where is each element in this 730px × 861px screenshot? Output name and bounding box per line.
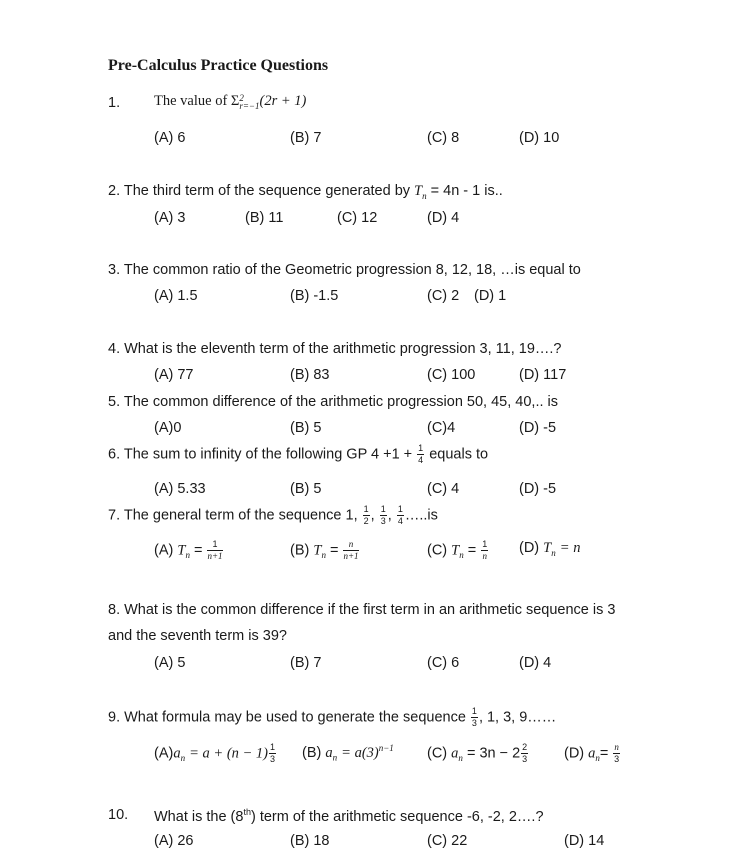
q6-option-a[interactable]: (A) 5.33 bbox=[154, 481, 206, 497]
q8-option-b[interactable]: (B) 7 bbox=[290, 655, 322, 671]
q1-option-d[interactable]: (D) 10 bbox=[519, 130, 560, 146]
q10-option-b[interactable]: (B) 18 bbox=[290, 833, 330, 849]
q7-option-b[interactable]: (B) $T_n$ = $\frac{n}{n+1}$ bbox=[290, 539, 359, 561]
q1-option-a[interactable]: (A) 6 bbox=[154, 130, 186, 146]
q10-question: What is the (8th) term of the arithmetic sequence -6, -2, 2….? bbox=[154, 807, 544, 825]
q9-text-a: 9. What formula may be used to generate the sequence bbox=[108, 709, 466, 726]
q2-var: T bbox=[414, 183, 423, 199]
q6-option-d[interactable]: (D) -5 bbox=[519, 481, 557, 497]
q1-option-b[interactable]: (B) 7 bbox=[290, 130, 322, 146]
q1-text: The value of bbox=[154, 93, 228, 109]
page-title: Pre-Calculus Practice Questions bbox=[108, 57, 329, 74]
q4-option-c[interactable]: (C) 100 bbox=[427, 367, 476, 383]
q9-option-d[interactable]: (D) $a_n=$ $\frac{n}{3}$ bbox=[564, 742, 620, 764]
q1-lower: r=−1 bbox=[239, 100, 260, 111]
q5-question: 5. The common difference of the arithmetic progression 50, 45, 40,.. is bbox=[108, 394, 559, 410]
q6-fraction: $\frac{1}{4}$ bbox=[418, 443, 424, 465]
q7-text-b: …..is bbox=[404, 507, 438, 524]
q7-frac-2: $\frac{1}{3}$ bbox=[380, 504, 386, 526]
q2-option-a[interactable]: (A) 3 bbox=[154, 210, 186, 226]
q9-option-b[interactable]: (B) $a_n = a(3)^{n-1}$ bbox=[302, 743, 394, 763]
q3-question: 3. The common ratio of the Geometric progression 8, 12, 18, …is equal to bbox=[108, 262, 581, 278]
q7-text-a: 7. The general term of the sequence 1, bbox=[108, 507, 358, 524]
q5-option-a[interactable]: (A)0 bbox=[154, 420, 182, 436]
q5-option-c[interactable]: (C)4 bbox=[427, 420, 456, 436]
q9-option-c[interactable]: (C) $a_n = 3n - 2$ $\frac{2}{3}$ bbox=[427, 742, 528, 764]
q1-body: (2r + 1) bbox=[259, 93, 307, 109]
q2-option-b[interactable]: (B) 11 bbox=[245, 210, 284, 226]
q7-option-d[interactable]: (D) $T_n = n$ bbox=[519, 540, 581, 558]
q2-sub: n bbox=[422, 190, 427, 201]
q2-option-c[interactable]: (C) 12 bbox=[337, 210, 378, 226]
q1-question bbox=[154, 93, 306, 110]
q1-option-c[interactable]: (C) 8 bbox=[427, 130, 460, 146]
q2-text-b: = 4n - 1 is.. bbox=[430, 183, 503, 199]
q8-option-a[interactable]: (A) 5 bbox=[154, 655, 186, 671]
q6-question bbox=[108, 444, 488, 465]
q2-text-a: 2. The third term of the sequence generated by bbox=[108, 183, 411, 199]
q7-frac-1: $\frac{1}{2}$ bbox=[363, 504, 369, 526]
q6-option-b[interactable]: (B) 5 bbox=[290, 481, 322, 497]
q6-text-b: equals to bbox=[429, 446, 489, 463]
q9-text-b: , 1, 3, 9…… bbox=[478, 709, 557, 726]
q7-option-a[interactable]: (A) $T_n$ = $\frac{1}{n+1}$ bbox=[154, 539, 223, 561]
q7-option-c[interactable]: (C) $T_n$ = $\frac{1}{n}$ bbox=[427, 539, 488, 561]
q6-option-c[interactable]: (C) 4 bbox=[427, 481, 460, 497]
q3-option-d[interactable]: (D) 1 bbox=[474, 288, 507, 304]
q7-question: 7. The general term of the sequence 1, $\frac{1}{2}$ , $\frac{1}{3}$ , $\frac{1}{4}$ …..is bbox=[108, 504, 438, 526]
q4-question: 4. What is the eleventh term of the arithmetic progression 3, 11, 19….? bbox=[108, 341, 562, 357]
q2-question bbox=[108, 183, 503, 201]
q4-option-b[interactable]: (B) 83 bbox=[290, 367, 330, 383]
q8-option-c[interactable]: (C) 6 bbox=[427, 655, 460, 671]
q5-option-b[interactable]: (B) 5 bbox=[290, 420, 322, 436]
q8-question-line2: and the seventh term is 39? bbox=[108, 628, 287, 644]
q10-option-c[interactable]: (C) 22 bbox=[427, 833, 468, 849]
q4-option-d[interactable]: (D) 117 bbox=[519, 367, 567, 383]
q8-question-line1: 8. What is the common difference if the first term in an arithmetic sequence is 3 bbox=[108, 602, 616, 618]
q10-option-d[interactable]: (D) 14 bbox=[564, 833, 605, 849]
q10-option-a[interactable]: (A) 26 bbox=[154, 833, 194, 849]
q3-option-c[interactable]: (C) 2 bbox=[427, 288, 460, 304]
q6-text-a: 6. The sum to infinity of the following GP 4 +1 + bbox=[108, 446, 413, 463]
q9-option-a[interactable]: $(A)a_n = a + (n - 1)$ $\frac{1}{3}$ bbox=[154, 742, 276, 764]
q10-number: 10. bbox=[108, 807, 129, 823]
q7-frac-3: $\frac{1}{4}$ bbox=[397, 504, 403, 526]
q3-option-a[interactable]: (A) 1.5 bbox=[154, 288, 198, 304]
q4-option-a[interactable]: (A) 77 bbox=[154, 367, 194, 383]
q9-fraction: $\frac{1}{3}$ bbox=[471, 706, 477, 728]
q1-sigma: Σ bbox=[230, 93, 240, 109]
q9-question bbox=[108, 707, 556, 728]
q2-option-d[interactable]: (D) 4 bbox=[427, 210, 460, 226]
q5-option-d[interactable]: (D) -5 bbox=[519, 420, 557, 436]
q3-option-b[interactable]: (B) -1.5 bbox=[290, 288, 339, 304]
q1-number: 1. bbox=[108, 95, 121, 111]
q8-option-d[interactable]: (D) 4 bbox=[519, 655, 552, 671]
q1-upper: 2 bbox=[239, 92, 244, 103]
